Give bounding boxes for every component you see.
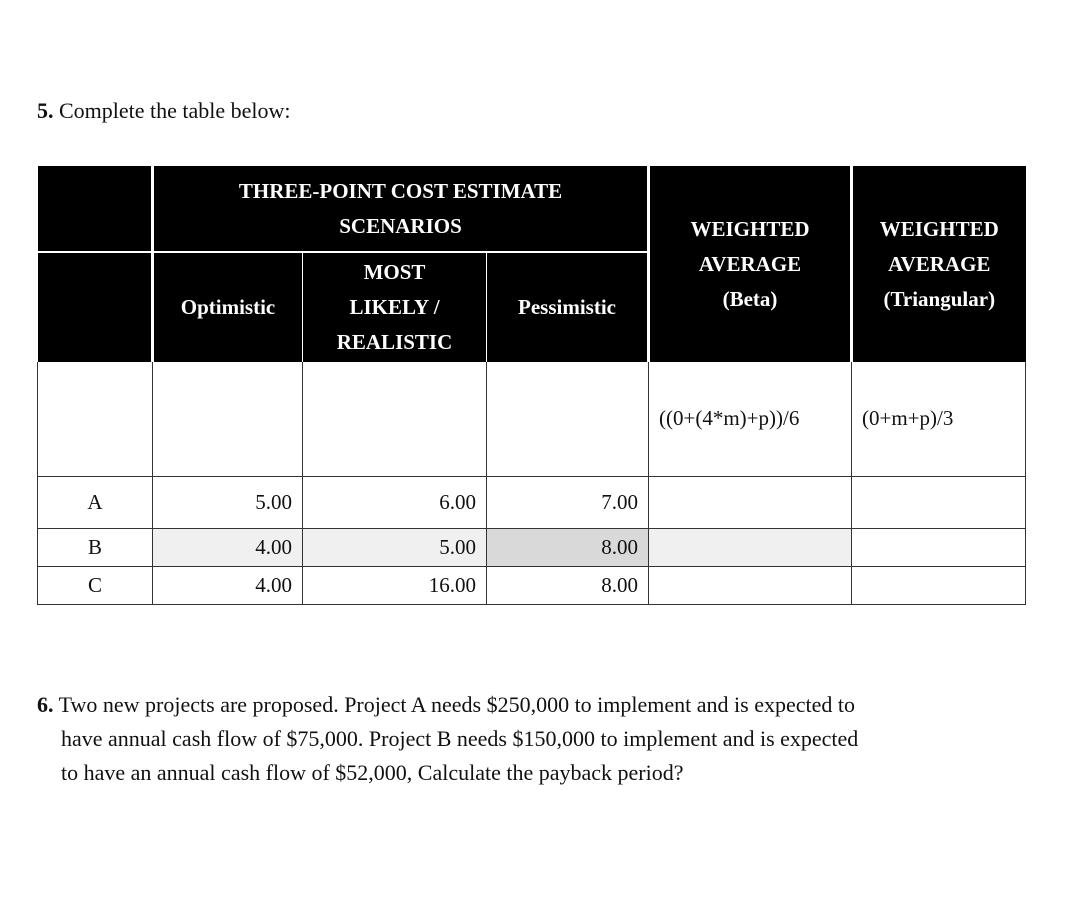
triangular-value[interactable]: [852, 528, 1026, 566]
most-likely-value: 6.00: [303, 476, 487, 528]
triangular-formula: (0+m+p)/3: [852, 362, 1026, 476]
most-likely-header-line2: LIKELY /: [349, 295, 440, 319]
beta-value[interactable]: [649, 566, 852, 604]
cost-estimate-table: [37, 166, 1026, 605]
beta-header-line1: WEIGHTED: [690, 216, 810, 241]
optimistic-value: 5.00: [153, 476, 303, 528]
three-point-header: [153, 166, 649, 252]
table-row: [38, 566, 1026, 604]
question-5: [37, 98, 291, 124]
beta-header-line3: (Beta): [722, 286, 778, 311]
question-6-line1: Two new projects are proposed. Project A needs $250,000 to implement and is expected to: [58, 692, 855, 717]
question-5-text: Complete the table below:: [59, 98, 291, 123]
most-likely-header-line3: REALISTIC: [336, 330, 453, 354]
question-5-number: 5.: [37, 98, 54, 123]
most-likely-value: 16.00: [303, 566, 487, 604]
triangular-value[interactable]: [852, 566, 1026, 604]
optimistic-header: Optimistic: [153, 252, 303, 362]
formula-row-blank: [38, 362, 153, 476]
three-point-header-line1: THREE-POINT COST ESTIMATE: [238, 178, 563, 203]
row-label: B: [38, 528, 153, 566]
most-likely-header: [303, 252, 487, 362]
triangular-value[interactable]: [852, 476, 1026, 528]
optimistic-value: 4.00: [153, 528, 303, 566]
three-point-header-line2: SCENARIOS: [339, 213, 462, 238]
formula-row-blank: [303, 362, 487, 476]
question-6-number: 6.: [37, 692, 54, 717]
header-blank-top: [38, 166, 153, 252]
formula-row-blank: [487, 362, 649, 476]
header-blank-bottom: [38, 252, 153, 362]
table-row: [38, 476, 1026, 528]
row-label: A: [38, 476, 153, 528]
beta-header-line2: AVERAGE: [698, 251, 802, 276]
beta-formula: ((0+(4*m)+p))/6: [649, 362, 852, 476]
triangular-header-line1: WEIGHTED: [879, 216, 999, 241]
triangular-header-line2: AVERAGE: [888, 251, 991, 276]
beta-value[interactable]: [649, 476, 852, 528]
most-likely-header-line1: MOST: [363, 260, 426, 284]
pessimistic-value: 8.00: [487, 566, 649, 604]
formula-row-blank: [153, 362, 303, 476]
triangular-header: [852, 166, 1026, 362]
triangular-header-line3: (Triangular): [883, 286, 996, 311]
pessimistic-value: 7.00: [487, 476, 649, 528]
optimistic-value: 4.00: [153, 566, 303, 604]
question-6-line2: have annual cash flow of $75,000. Project B needs $150,000 to implement and is expected: [61, 726, 859, 751]
question-6-line3: to have an annual cash flow of $52,000, Calculate the payback period?: [61, 760, 684, 785]
beta-header: [649, 166, 852, 362]
row-label: C: [38, 566, 153, 604]
question-6: [37, 688, 957, 790]
pessimistic-header: Pessimistic: [487, 252, 649, 362]
beta-value[interactable]: [649, 528, 852, 566]
pessimistic-value: 8.00: [487, 528, 649, 566]
most-likely-value: 5.00: [303, 528, 487, 566]
table-row: [38, 528, 1026, 566]
